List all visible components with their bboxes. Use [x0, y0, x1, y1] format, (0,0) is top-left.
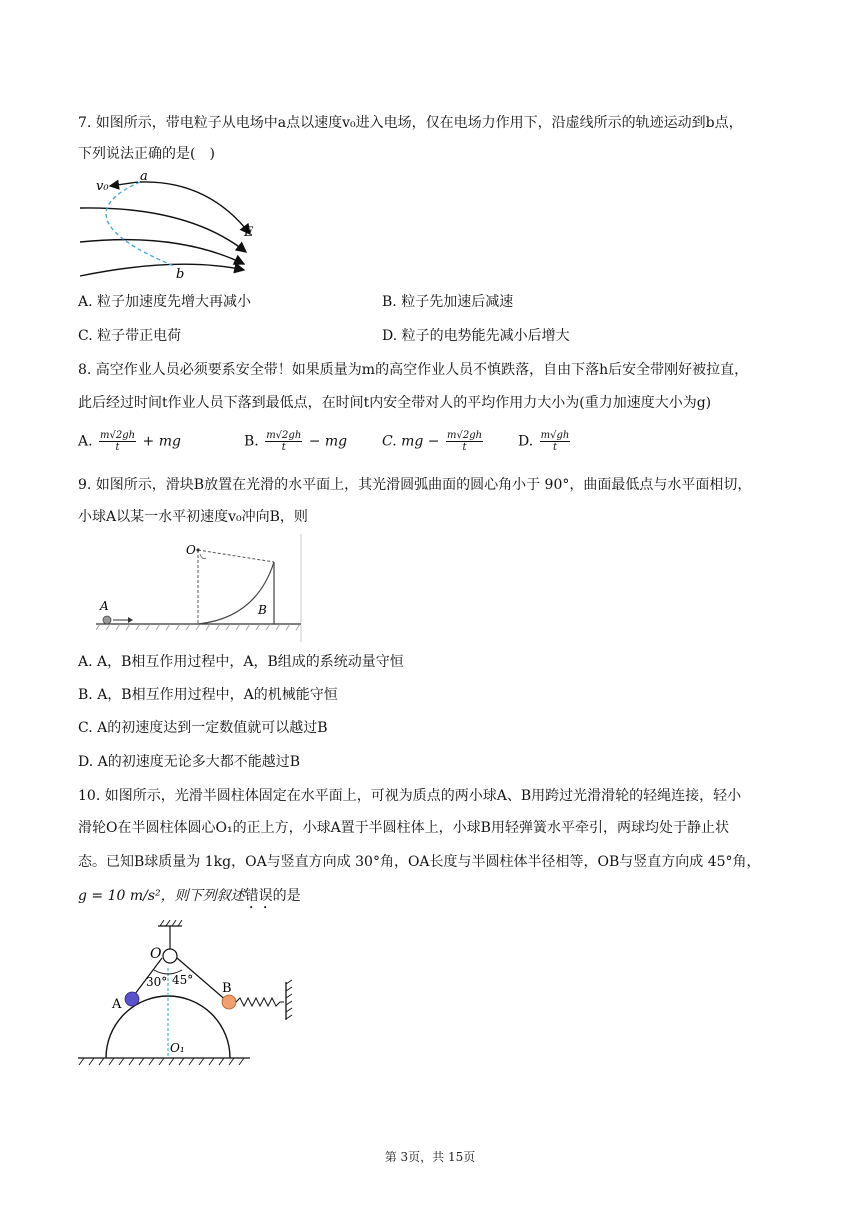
q9-fig-O: O	[186, 543, 196, 557]
q8-option-d-numerator: m√gh	[540, 430, 570, 441]
q8-stem-line1: 8. 高空作业人员必须要系安全带！如果质量为m的高空作业人员不慎跌落，自由下落h后安全带刚好被拉直，	[78, 362, 749, 378]
q8-option-a-suffix: + mg	[142, 433, 181, 450]
q9-option-a: A. A，B相互作用过程中，A，B组成的系统动量守恒	[78, 654, 404, 670]
q8-option-a-numerator: m√2gh	[100, 430, 136, 441]
q7-figure	[78, 168, 268, 284]
q8-option-c-numerator: m√2gh	[446, 430, 483, 441]
q8-option-b-label: B.	[244, 433, 259, 450]
q7-stem-line2: 下列说法正确的是( )	[78, 146, 215, 162]
q9-option-c: C. A的初速度达到一定数值就可以越过B	[78, 720, 328, 736]
q9-stem-line1: 9. 如图所示，滑块B放置在光滑的水平面上，其光滑圆弧曲面的圆心角小于 90°，曲面最低点与水平面相切，	[78, 477, 752, 493]
q10-stem-line4	[78, 886, 301, 912]
q9-option-d: D. A的初速度无论多大都不能越过B	[78, 754, 301, 770]
q9-option-b: B. A，B相互作用过程中，A的机械能守恒	[78, 687, 338, 703]
q10-stem-line2: 滑轮O在半圆柱体圆心O₁的正上方，小球A置于半圆柱体上，小球B用轻弹簧水平牵引，两球均处于静止状	[78, 820, 729, 836]
q8-option-c	[382, 430, 485, 453]
q8-option-c-denominator: t	[462, 442, 467, 453]
q8-option-c-fraction	[446, 430, 483, 453]
q7-stem-line1: 7. 如图所示，带电粒子从电场中a点以速度v₀进入电场，仅在电场力作用下，沿虚线所示的轨迹运动到b点，	[78, 115, 743, 131]
q10-stem-line1: 10. 如图所示，光滑半圆柱体固定在水平面上，可视为质点的两小球A、B用跨过光滑滑轮的轻绳连接，轻小	[78, 788, 742, 804]
q10-fig-O: O	[150, 946, 162, 962]
q10-stem-line3: 态。已知B球质量为 1kg，OA与竖直方向成 30°角，OA长度与半圆柱体半径相等，OB与竖直方向成 45°角，	[78, 854, 761, 870]
q10-stem-line4-pre: g = 10 m/s²，则下列叙述	[78, 888, 245, 904]
q8-option-d-denominator: t	[552, 442, 557, 453]
q8-option-a	[78, 430, 181, 453]
q8-stem-line2: 此后经过时间t作业人员下落到最低点，在时间t内安全带对人的平均作用力大小为(重力加速度大小为g)	[78, 395, 712, 411]
q7-fig-v0: v₀	[96, 179, 109, 194]
q8-option-d	[518, 430, 572, 453]
q10-stem-line4-post: 的是	[272, 888, 301, 904]
q10-fig-B: B	[222, 981, 232, 996]
q7-fig-E: E	[244, 225, 254, 240]
q8-option-a-label: A.	[78, 433, 93, 450]
q8-option-a-denominator: t	[115, 442, 120, 453]
q7-option-c: C. 粒子带正电荷	[78, 328, 182, 344]
q10-emphasis-word: 错误	[244, 888, 273, 904]
q7-option-a: A. 粒子加速度先增大再减小	[78, 294, 252, 310]
page-footer: 第 3页，共 15页	[384, 1150, 476, 1164]
q7-option-b: B. 粒子先加速后减速	[382, 294, 514, 310]
q10-fig-angle-30: 30°	[146, 975, 168, 989]
q7-fig-a: a	[140, 169, 148, 184]
q7-option-d: D. 粒子的电势能先减小后增大	[382, 328, 570, 344]
q10-fig-O1: O₁	[170, 1041, 185, 1055]
q8-option-a-fraction	[99, 430, 136, 453]
q9-stem-line2: 小球A以某一水平初速度v₀冲向B，则	[78, 509, 308, 525]
q8-option-b-fraction	[265, 430, 302, 453]
q8-option-d-label: D.	[518, 433, 534, 450]
q8-option-b	[244, 430, 347, 453]
q8-option-b-denominator: t	[281, 442, 286, 453]
q8-option-b-numerator: m√2gh	[266, 430, 302, 441]
q8-option-b-suffix: − mg	[308, 433, 348, 450]
q7-fig-b: b	[176, 267, 185, 282]
q8-option-c-label: C. mg −	[382, 433, 440, 450]
q8-option-d-fraction	[540, 430, 571, 453]
q10-fig-angle-45: 45°	[172, 973, 194, 987]
q10-figure	[78, 920, 304, 1070]
q10-fig-A: A	[112, 997, 122, 1012]
q9-fig-B: B	[258, 603, 267, 617]
q9-fig-A: A	[100, 599, 109, 613]
q9-figure	[96, 534, 306, 644]
